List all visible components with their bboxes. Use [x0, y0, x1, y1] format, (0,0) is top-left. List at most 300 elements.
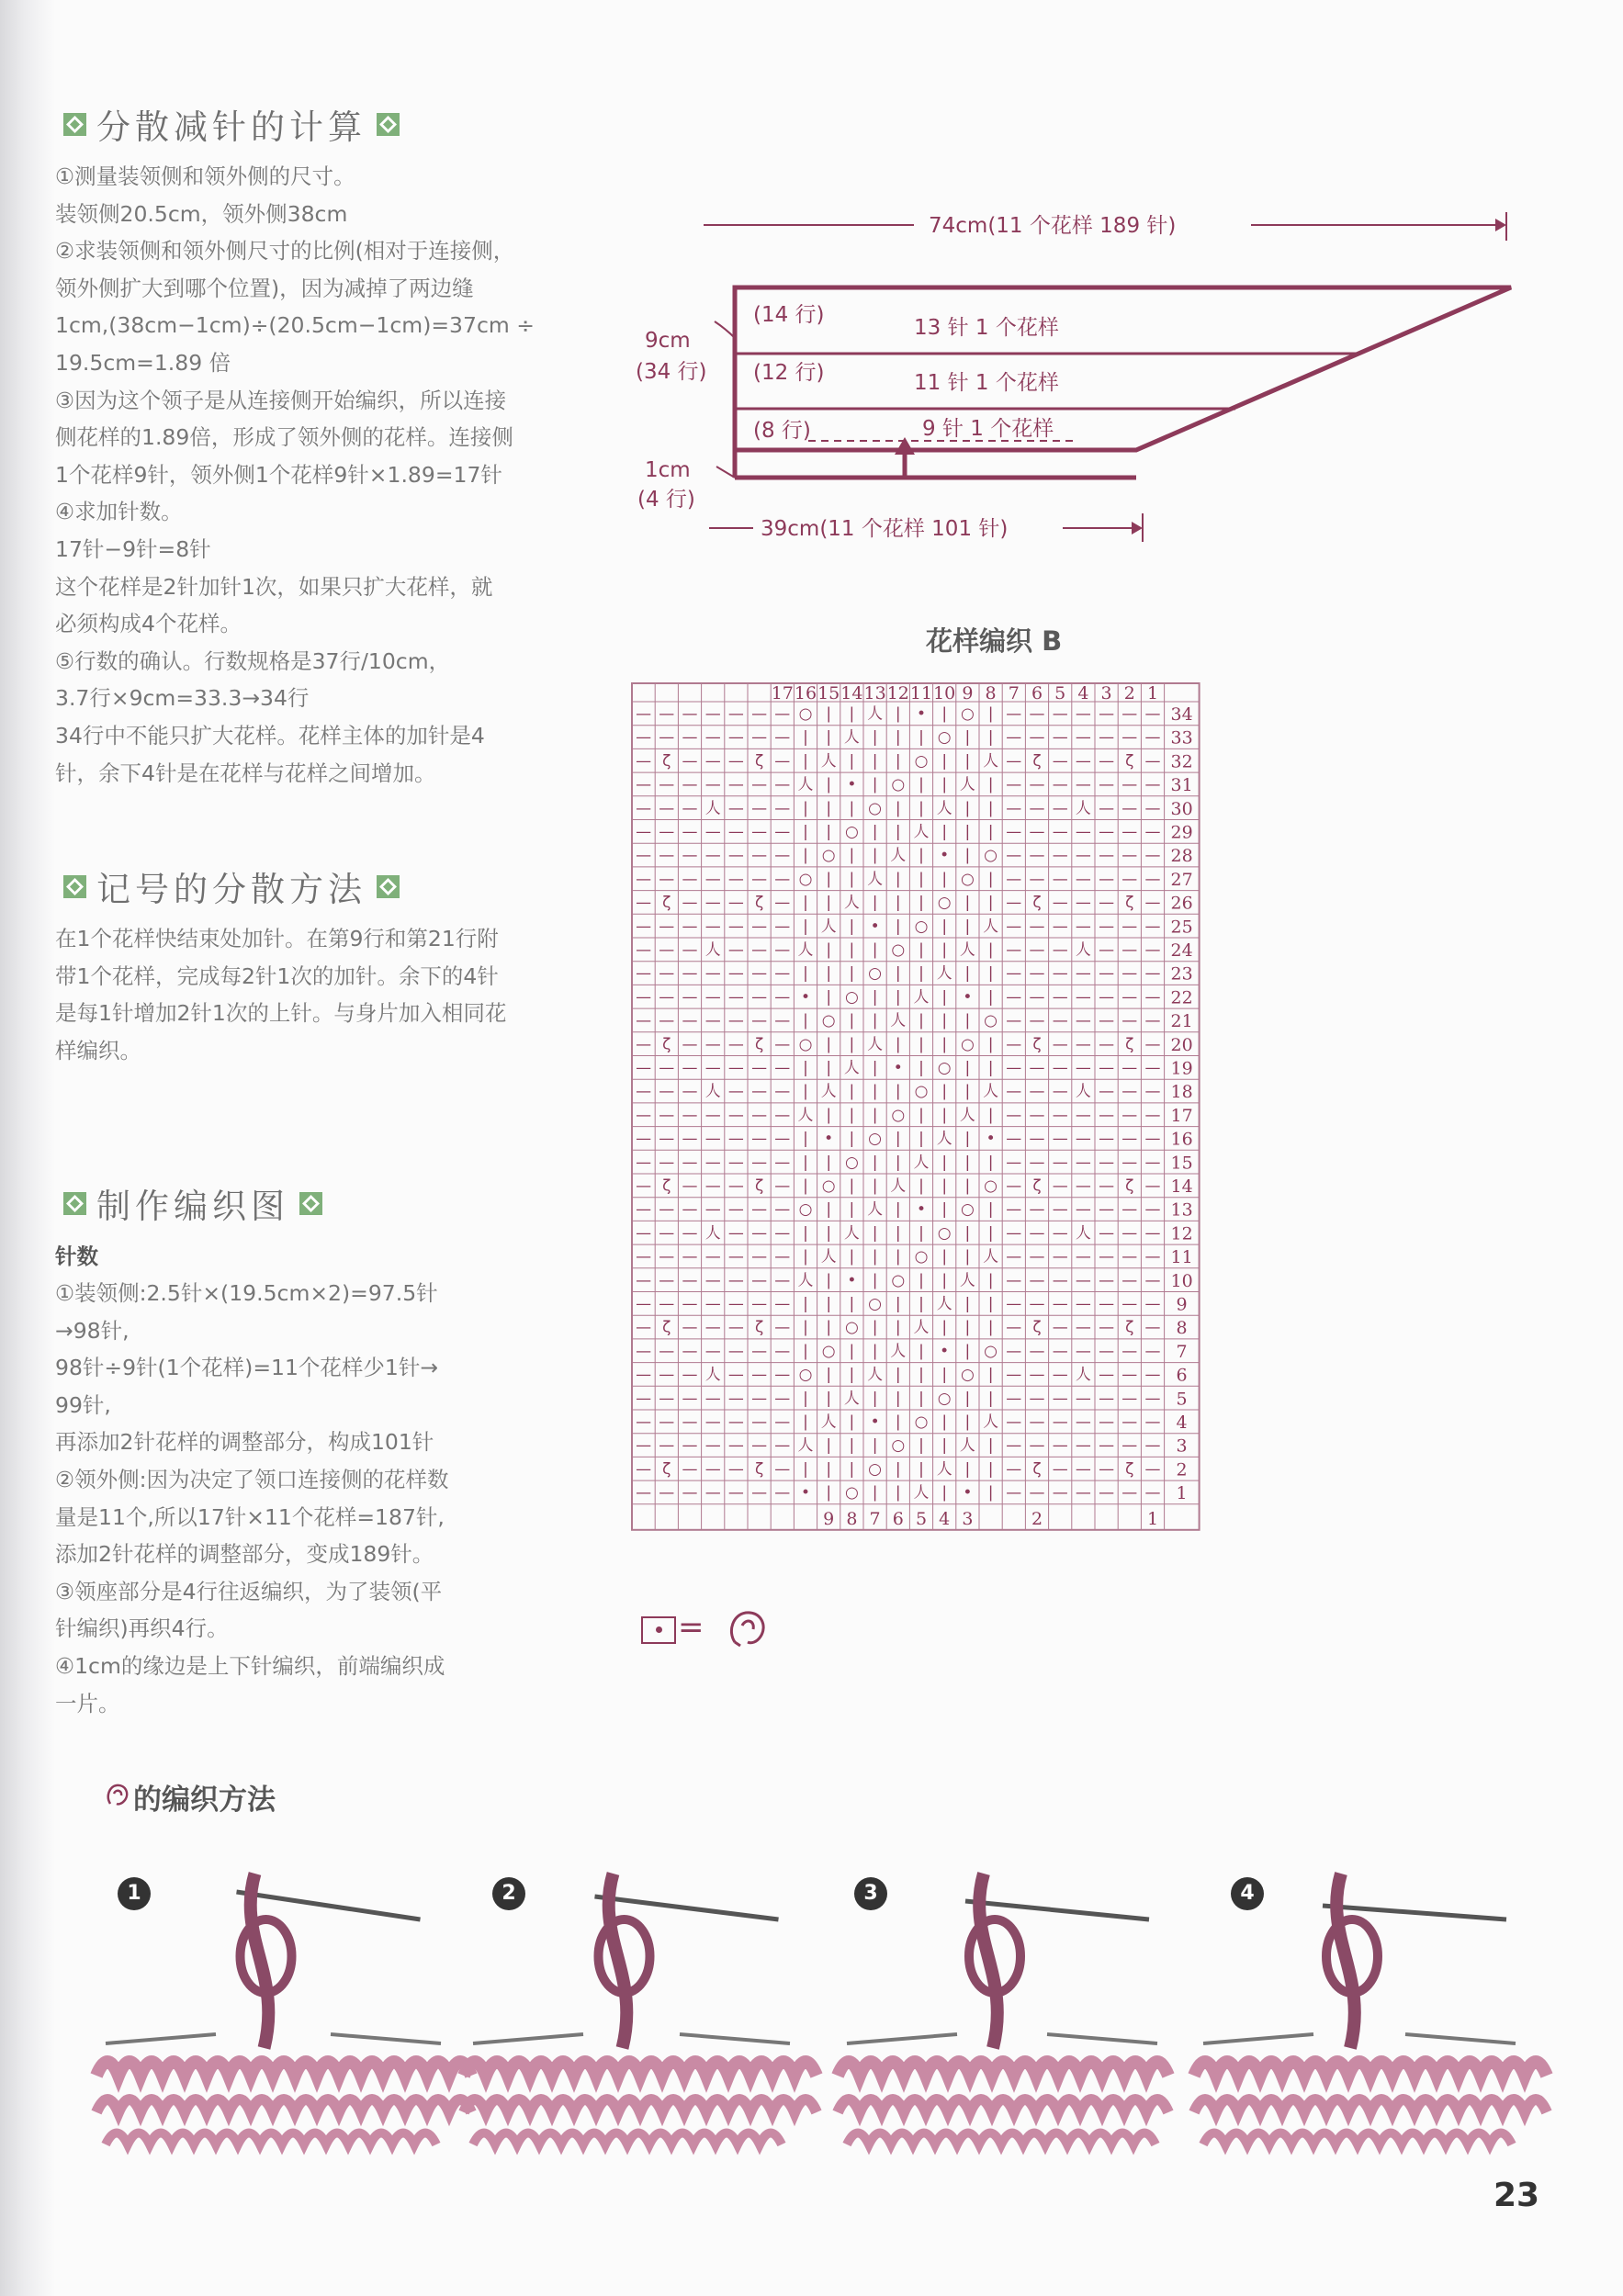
chart-symbol: |	[849, 1176, 855, 1196]
chart-symbol: —	[1144, 1176, 1161, 1196]
chart-symbol: —	[774, 1059, 791, 1078]
chart-symbol: |	[803, 799, 808, 818]
chart-symbol: |	[987, 823, 994, 842]
chart-symbol: 人	[1075, 799, 1091, 818]
chart-symbol: —	[1029, 1271, 1045, 1290]
chart-symbol: —	[1075, 1342, 1091, 1361]
chart-symbol: 人	[983, 1247, 999, 1266]
chart-symbol: |	[964, 799, 971, 818]
chart-symbol: |	[826, 870, 832, 889]
chart-symbol: |	[826, 728, 832, 748]
chart-symbol: —	[636, 1271, 652, 1290]
tier-pattern-11: 11 针 1 个花样	[914, 371, 1059, 395]
chart-symbol: —	[1099, 775, 1115, 794]
text-line: 领外侧扩大到哪个位置)，因为减掉了两边缝	[55, 275, 474, 301]
chart-symbol: —	[682, 1412, 698, 1432]
chart-symbol: 人	[936, 799, 952, 818]
chart-symbol: —	[1006, 1366, 1022, 1385]
chart-symbol: |	[964, 728, 971, 748]
chart-symbol: |	[803, 1459, 808, 1479]
fabric-stitches	[473, 2133, 782, 2145]
chart-symbol: —	[1029, 940, 1045, 960]
chart-symbol: 人	[1075, 1082, 1091, 1101]
chart-symbol: —	[1052, 1130, 1068, 1149]
chart-symbol: ζ	[754, 1318, 764, 1337]
chart-symbol: —	[704, 964, 721, 984]
text-line: ①测量装领侧和领外侧的尺寸。	[55, 163, 355, 189]
chart-symbol: —	[636, 1059, 652, 1078]
row-label: 10	[1170, 1270, 1193, 1291]
chart-symbol: |	[964, 1318, 971, 1337]
chart-symbol: —	[1052, 704, 1068, 724]
chart-symbol: —	[1006, 1271, 1022, 1290]
chart-symbol: —	[727, 1059, 744, 1078]
chart-symbol: |	[872, 1223, 878, 1243]
chart-symbol: —	[704, 1271, 721, 1290]
chart-symbol: ○	[937, 1223, 952, 1243]
chart-symbol: |	[987, 1223, 994, 1243]
chart-symbol: —	[659, 728, 675, 748]
chart-symbol: |	[919, 775, 924, 794]
chart-symbol: —	[1099, 823, 1115, 842]
column-label-top: 5	[1054, 683, 1066, 703]
chart-symbol: —	[1006, 1483, 1022, 1503]
chart-symbol: —	[774, 751, 791, 771]
chart-symbol: —	[1029, 704, 1045, 724]
column-label-bottom: 3	[962, 1508, 974, 1529]
section1-title-text: 分散减针的计算	[96, 107, 366, 147]
chart-symbol: ○	[937, 1389, 952, 1408]
chart-symbol: |	[941, 1483, 948, 1503]
chart-symbol: |	[919, 1295, 924, 1314]
chart-symbol: —	[1075, 1176, 1091, 1196]
chart-symbol: |	[849, 1412, 855, 1432]
chart-symbol: ○	[868, 799, 883, 818]
step-badge-2: 2	[492, 1877, 525, 1910]
yarn-loop	[1336, 1874, 1355, 2048]
chart-symbol: —	[1121, 870, 1138, 889]
chart-symbol: —	[704, 751, 721, 771]
chart-symbol: —	[1052, 1223, 1068, 1243]
chart-symbol: —	[727, 728, 744, 748]
chart-symbol: |	[941, 1176, 948, 1196]
row-label: 17	[1170, 1105, 1193, 1126]
chart-symbol: —	[1052, 1059, 1068, 1078]
chart-symbol: |	[826, 775, 832, 794]
chart-symbol: |	[872, 894, 878, 913]
chart-symbol: |	[964, 751, 971, 771]
column-label-top: 17	[771, 683, 794, 703]
chart-symbol: —	[774, 917, 791, 936]
chart-symbol: —	[751, 1436, 768, 1456]
chart-symbol: —	[659, 1271, 675, 1290]
chart-symbol: |	[826, 987, 832, 1007]
chart-symbol: —	[774, 1342, 791, 1361]
chart-symbol: —	[1029, 823, 1045, 842]
chart-symbol: —	[1052, 1295, 1068, 1314]
chart-symbol: —	[774, 1153, 791, 1172]
chart-symbol: —	[1006, 823, 1022, 842]
chart-symbol: |	[987, 1271, 994, 1290]
chart-symbol: —	[751, 775, 768, 794]
chart-symbol: —	[659, 1412, 675, 1432]
chart-symbol: —	[774, 799, 791, 818]
chart-symbol: —	[1075, 964, 1091, 984]
chart-symbol: |	[987, 1483, 994, 1503]
chart-symbol: —	[1099, 751, 1115, 771]
chart-symbol: —	[727, 704, 744, 724]
chart-symbol: |	[964, 1082, 971, 1101]
chart-symbol: —	[659, 1059, 675, 1078]
chart-symbol: 人	[1075, 940, 1091, 960]
chart-symbol: ζ	[1032, 1035, 1042, 1054]
chart-symbol: —	[636, 1082, 652, 1101]
chart-symbol: —	[1052, 1366, 1068, 1385]
chart-symbol: ○	[960, 704, 975, 724]
chart-symbol: —	[1099, 1366, 1115, 1385]
chart-symbol: —	[682, 846, 698, 865]
chart-symbol: |	[803, 1223, 808, 1243]
chart-symbol: ○	[984, 1011, 998, 1030]
text-line: ②领外侧:因为决定了领口连接侧的花样数	[55, 1466, 449, 1492]
chart-symbol: |	[987, 964, 994, 984]
chart-symbol: —	[727, 870, 744, 889]
chart-symbol: |	[872, 1247, 878, 1266]
chart-symbol: —	[727, 1436, 744, 1456]
chart-symbol: |	[849, 1247, 855, 1266]
chart-symbol: —	[636, 1459, 652, 1479]
chart-symbol: —	[1029, 1153, 1045, 1172]
chart-symbol: —	[682, 1106, 698, 1125]
chart-symbol: —	[1052, 917, 1068, 936]
chart-symbol: —	[682, 1082, 698, 1101]
chart-symbol: |	[803, 823, 808, 842]
chart-symbol: —	[751, 870, 768, 889]
chart-symbol: —	[1029, 987, 1045, 1007]
chart-symbol: 人	[704, 940, 721, 960]
chart-symbol: —	[774, 1366, 791, 1385]
chart-symbol: 人	[820, 1082, 837, 1101]
chart-symbol: 人	[1075, 1366, 1091, 1385]
chart-symbol: |	[849, 799, 855, 818]
needle-right	[1405, 2034, 1516, 2043]
chart-symbol: —	[1029, 1366, 1045, 1385]
chart-symbol: —	[1144, 1412, 1161, 1432]
chart-symbol: —	[1144, 1295, 1161, 1314]
text-line: 一片。	[55, 1690, 120, 1716]
chart-symbol: |	[895, 1130, 901, 1149]
chart-symbol: —	[1052, 751, 1068, 771]
chart-symbol: |	[895, 870, 901, 889]
chart-symbol: —	[682, 1483, 698, 1503]
chart-symbol: |	[849, 1130, 855, 1149]
row-label: 33	[1170, 727, 1193, 748]
chart-symbol: —	[1121, 1271, 1138, 1290]
chart-symbol: |	[964, 1153, 971, 1172]
chart-symbol: —	[1006, 1389, 1022, 1408]
chart-symbol: —	[1099, 1059, 1115, 1078]
chart-symbol: |	[941, 1011, 948, 1030]
chart-symbol: |	[941, 704, 948, 724]
chart-symbol: |	[987, 987, 994, 1007]
chart-symbol: —	[1121, 704, 1138, 724]
chart-symbol: —	[727, 1130, 744, 1149]
chart-symbol: —	[774, 940, 791, 960]
chart-symbol: —	[1144, 751, 1161, 771]
row-label: 2	[1176, 1459, 1188, 1480]
chart-symbol: —	[659, 1483, 675, 1503]
chart-symbol: —	[1052, 1389, 1068, 1408]
chart-symbol: |	[987, 799, 994, 818]
chart-symbol: —	[1099, 1200, 1115, 1220]
chart-symbol: —	[1144, 1082, 1161, 1101]
chart-symbol: —	[704, 846, 721, 865]
chart-symbol: |	[964, 1412, 971, 1432]
chart-symbol: |	[941, 1436, 948, 1456]
chart-symbol: —	[1099, 964, 1115, 984]
section2-title-text: 记号的分散方法	[96, 870, 366, 909]
chart-symbol: |	[826, 1436, 832, 1456]
chart-symbol: —	[1029, 1247, 1045, 1266]
chart-symbol: —	[1006, 1223, 1022, 1243]
chart-symbol: —	[774, 987, 791, 1007]
chart-symbol: 人	[820, 1247, 837, 1266]
chart-symbol: —	[1099, 1318, 1115, 1337]
chart-symbol: |	[872, 1436, 878, 1456]
chart-symbol: |	[872, 1082, 878, 1101]
chart-symbol: —	[636, 1035, 652, 1054]
chart-symbol: 人	[913, 1153, 930, 1172]
chart-symbol: ζ	[662, 1176, 671, 1196]
chart-symbol: |	[964, 917, 971, 936]
chart-symbol: —	[1099, 870, 1115, 889]
chart-symbol: —	[1052, 894, 1068, 913]
chart-symbol: —	[727, 823, 744, 842]
row-label: 7	[1176, 1341, 1188, 1362]
chart-symbol: |	[919, 728, 924, 748]
text-line: ①装领侧:2.5针×(19.5cm×2)=97.5针	[55, 1280, 438, 1306]
chart-symbol: —	[704, 1318, 721, 1337]
chart-symbol: |	[895, 1035, 901, 1054]
chart-symbol: —	[1121, 1011, 1138, 1030]
column-label-top: 16	[794, 683, 817, 703]
chart-symbol: |	[964, 823, 971, 842]
yarn-loop	[979, 1874, 997, 2048]
column-label-top: 4	[1077, 683, 1089, 703]
row-label: 5	[1176, 1389, 1188, 1410]
chart-symbol: |	[919, 1059, 924, 1078]
chart-symbol: —	[1052, 1011, 1068, 1030]
chart-symbol: —	[774, 1436, 791, 1456]
chart-symbol: —	[727, 1176, 744, 1196]
chart-symbol: |	[872, 728, 878, 748]
chart-symbol: ζ	[1032, 1459, 1042, 1479]
row-label: 19	[1170, 1058, 1193, 1079]
chart-symbol: —	[1006, 1106, 1022, 1125]
chart-symbol: —	[1121, 1082, 1138, 1101]
chart-symbol: |	[964, 1342, 971, 1361]
chart-symbol: —	[774, 1106, 791, 1125]
chart-symbol: —	[1075, 1412, 1091, 1432]
chart-symbol: —	[1144, 728, 1161, 748]
chart-symbol: —	[751, 846, 768, 865]
chart-symbol: —	[1121, 728, 1138, 748]
chart-symbol: 人	[913, 1318, 930, 1337]
chart-symbol: ○	[984, 1342, 998, 1361]
chart-symbol: —	[636, 775, 652, 794]
chart-symbol: —	[1144, 1106, 1161, 1125]
chart-symbol: —	[659, 940, 675, 960]
column-label-bottom: 1	[1146, 1508, 1159, 1529]
chart-symbol: —	[659, 1011, 675, 1030]
text-line: 必须构成4个花样。	[55, 611, 242, 637]
chart-symbol: |	[941, 940, 948, 960]
column-label-bottom: 6	[892, 1508, 904, 1529]
chart-symbol: |	[964, 1011, 971, 1030]
chart-symbol: —	[1029, 870, 1045, 889]
chart-symbol: —	[1029, 1412, 1045, 1432]
chart-symbol: 人	[704, 1366, 721, 1385]
chart-symbol: —	[682, 964, 698, 984]
chart-symbol: —	[682, 1271, 698, 1290]
chart-symbol: —	[1029, 1223, 1045, 1243]
chart-symbol: —	[636, 1247, 652, 1266]
chart-symbol: —	[1052, 1318, 1068, 1337]
bobble-icon	[105, 1782, 132, 1809]
chart-symbol: —	[659, 1366, 675, 1385]
chart-symbol: |	[895, 1459, 901, 1479]
chart-symbol: ζ	[754, 1035, 764, 1054]
chart-symbol: ○	[821, 1176, 836, 1196]
chart-symbol: —	[704, 1176, 721, 1196]
yarn-loop	[251, 1874, 269, 2048]
chart-symbol: 人	[983, 751, 999, 771]
chart-symbol: 人	[867, 1366, 884, 1385]
chart-symbol: —	[1052, 1082, 1068, 1101]
chart-symbol: |	[803, 1389, 808, 1408]
chart-symbol: —	[727, 1106, 744, 1125]
chart-symbol: |	[919, 1389, 924, 1408]
chart-symbol: —	[727, 1389, 744, 1408]
chart-symbol: |	[964, 1223, 971, 1243]
chart-symbol: —	[659, 775, 675, 794]
fabric-stitches	[1194, 2099, 1547, 2112]
tier-rows-12: (12 行)	[753, 361, 825, 385]
chart-symbol: —	[1006, 799, 1022, 818]
chart-symbol: —	[1006, 1247, 1022, 1266]
chart-symbol: ○	[891, 940, 906, 960]
column-label-top: 14	[840, 683, 863, 703]
chart-symbol: |	[941, 917, 948, 936]
chart-symbol: —	[751, 940, 768, 960]
chart-symbol: —	[1006, 964, 1022, 984]
chart-symbol: |	[895, 728, 901, 748]
chart-symbol: |	[826, 940, 832, 960]
chart-symbol: —	[774, 1035, 791, 1054]
chart-symbol: |	[849, 1200, 855, 1220]
chart-symbol: |	[941, 1106, 948, 1125]
chart-symbol: —	[774, 894, 791, 913]
dot-icon	[656, 1626, 662, 1633]
chart-symbol: —	[751, 1271, 768, 1290]
chart-symbol: —	[751, 1153, 768, 1172]
chart-symbol: —	[704, 775, 721, 794]
chart-symbol: —	[727, 1295, 744, 1314]
chart-symbol: 人	[797, 940, 814, 960]
row-label: 8	[1176, 1318, 1188, 1339]
chart-symbol: —	[751, 799, 768, 818]
text-line: 17针−9针=8针	[55, 535, 211, 562]
chart-symbol: |	[803, 751, 808, 771]
chart-symbol: ○	[821, 1011, 836, 1030]
tier-pattern-9: 9 针 1 个花样	[922, 417, 1054, 441]
chart-symbol: |	[941, 1082, 948, 1101]
chart-symbol: —	[659, 1389, 675, 1408]
chart-symbol: —	[659, 704, 675, 724]
chart-symbol: 人	[936, 1459, 952, 1479]
chart-symbol: |	[826, 1059, 832, 1078]
step-badge-1: 1	[118, 1877, 151, 1910]
chart-symbol: —	[1029, 1483, 1045, 1503]
chart-symbol: —	[1144, 775, 1161, 794]
needle-left	[847, 2034, 957, 2043]
chart-symbol: |	[987, 1366, 994, 1385]
chart-symbol: —	[1144, 823, 1161, 842]
chart-symbol: —	[1075, 1483, 1091, 1503]
chart-symbol: ζ	[662, 751, 671, 771]
chart-symbol: —	[751, 1247, 768, 1266]
chart-symbol: ○	[960, 1200, 975, 1220]
chart-symbol: —	[1099, 1412, 1115, 1432]
chart-symbol: —	[682, 1153, 698, 1172]
chart-symbol: ζ	[1032, 894, 1042, 913]
chart-symbol: —	[1006, 704, 1022, 724]
chart-symbol: |	[826, 964, 832, 984]
chart-symbol: |	[849, 704, 855, 724]
chart-symbol: 人	[797, 1436, 814, 1456]
chart-symbol: |	[941, 1318, 948, 1337]
chart-symbol: —	[1006, 870, 1022, 889]
chart-symbol: —	[1075, 1059, 1091, 1078]
chart-symbol: |	[964, 846, 971, 865]
chart-symbol: —	[1121, 964, 1138, 984]
chart-symbol: —	[682, 1389, 698, 1408]
chart-symbol: —	[1075, 870, 1091, 889]
chart-symbol: —	[1099, 1106, 1115, 1125]
chart-symbol: —	[636, 1389, 652, 1408]
chart-symbol: —	[774, 846, 791, 865]
chart-symbol: —	[751, 704, 768, 724]
chart-symbol: 人	[704, 1082, 721, 1101]
chart-symbol: —	[1099, 1295, 1115, 1314]
chart-symbol: |	[872, 1389, 878, 1408]
text-line: 34行中不能只扩大花样。花样主体的加针是4	[55, 722, 485, 748]
step-badge-3: 3	[854, 1877, 887, 1910]
chart-symbol: —	[659, 1436, 675, 1456]
chart-symbol: —	[682, 1247, 698, 1266]
chart-symbol: —	[727, 987, 744, 1007]
chart-symbol: |	[895, 917, 901, 936]
chart-symbol: —	[1029, 775, 1045, 794]
chart-symbol: |	[872, 1153, 878, 1172]
chart-symbol: —	[1029, 846, 1045, 865]
fabric-stitches	[838, 2099, 1168, 2112]
chart-symbol: —	[636, 1223, 652, 1243]
chart-symbol: —	[1099, 1342, 1115, 1361]
legend-equals: =	[678, 1609, 704, 1646]
text-line: 装领侧20.5cm，领外侧38cm	[55, 200, 348, 227]
chart-symbol: |	[895, 1483, 901, 1503]
